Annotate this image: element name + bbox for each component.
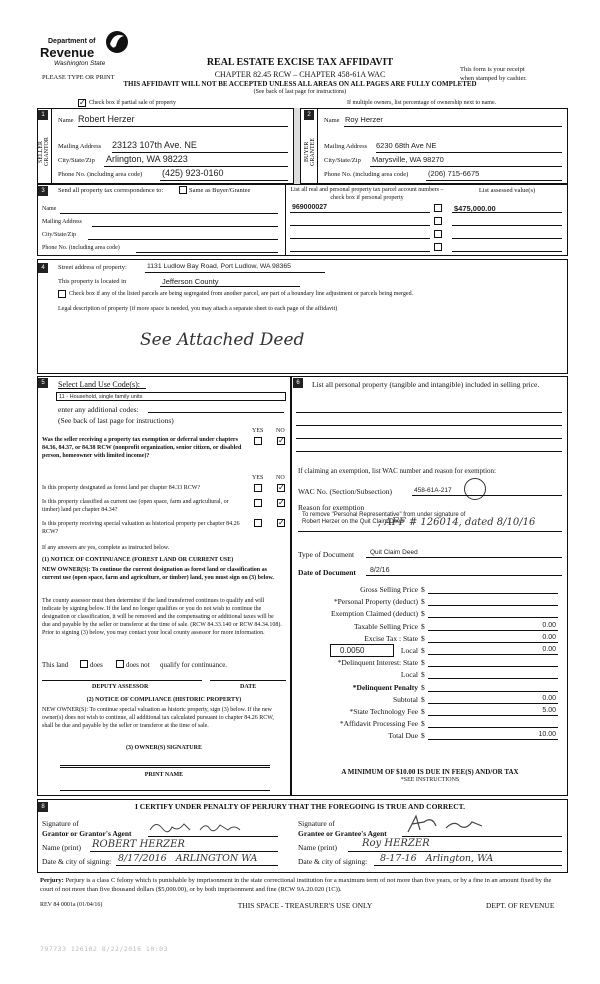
reason-handwritten[interactable]: ; AFF # 126014, dated 8/10/16	[378, 517, 536, 528]
assessed-value[interactable]: $475,000.00	[454, 204, 496, 213]
parcel-header: List all real and personal property tax parcel account numbers – check box if personal property	[290, 187, 444, 201]
calc-row-value[interactable]: 0.00	[542, 695, 556, 702]
section-5-badge: 5	[38, 378, 48, 388]
forest-no-checkbox[interactable]: ✓	[278, 483, 285, 492]
does-checkbox[interactable]	[80, 660, 88, 668]
form-title: REAL ESTATE EXCISE TAX AFFIDAVIT	[206, 57, 394, 68]
calc-row-line	[428, 642, 558, 643]
perjury-statement	[40, 877, 566, 894]
assessed-header: List assessed value(s)	[478, 187, 536, 194]
deputy-date-label: DATE	[240, 684, 257, 690]
receipt-line-2: when stamped by cashier.	[460, 75, 527, 82]
doc-date-value[interactable]: 8/2/16	[370, 567, 390, 574]
parcel-3-checkbox[interactable]	[434, 230, 442, 238]
buyer-city-label: City/State/Zip	[324, 157, 361, 164]
grantee-name[interactable]: Roy HERZER	[362, 838, 430, 849]
section-8-badge: 8	[38, 802, 48, 812]
section-5-see-back: (See back of last page for instructions)	[58, 416, 174, 425]
grantee-signature-scribble-icon	[402, 812, 522, 836]
calc-row-value[interactable]: 0.00	[542, 646, 556, 653]
dor-logo	[40, 28, 132, 70]
grantee-date-label: Date & city of signing:	[298, 857, 368, 866]
local-rate-value: 0.0050	[340, 646, 365, 655]
exemption-question: Was the seller receiving a property tax exemption or deferral under chapters 84.36, 84.37, or 84.38 RCW (nonprofit organization, senior citizen, or disabled person, homeowner with limited income)?	[42, 437, 242, 459]
grantor-date-label: Date & city of signing:	[42, 857, 112, 866]
buyer-name-label: Name	[324, 117, 340, 124]
grantor-date[interactable]: 8/17/2016 ARLINGTON WA	[118, 853, 258, 864]
land-use-label: Select Land Use Code(s):	[58, 380, 140, 389]
send-correspondence-label: Send all property tax correspondence to:	[58, 187, 164, 194]
qualify-label: qualify for continuance.	[160, 661, 228, 669]
notice-1-body: The county assessor must then determine if the land transferred continues to qualify and will indicate by signing below. If the land no longer qualifies or you do not wish to continue the designation or classification, it will be removed and the compensating or additional taxes will be due and payable by the seller or transferor at the time of sale. (RCW 84.33.140 or RCW 84.34.108). Prior to signing (3) below, you may contact your local county assessor for more information.	[42, 598, 282, 636]
perjury-text: Perjury is a class C felony which is punishable by imprisonment in the state correctional institution for a maximum term of not more than five years, or by a fine in an amount fixed by the court of not more than five thousand dollars ($5,000.00), or by both imprisonment and fine (RCW 9A.20.020 (1C)).	[40, 877, 552, 893]
street-address[interactable]: 1131 Ludlow Bay Road, Port Ludlow, WA 98365	[147, 263, 291, 270]
section-1-badge: 1	[38, 110, 48, 120]
seller-city-label: City/State/Zip	[58, 157, 95, 164]
receipt-line-1: This form is your receipt	[460, 66, 525, 73]
calc-row-line	[428, 678, 558, 679]
calc-row-dollar: $	[421, 585, 425, 594]
forest-question: Is this property designated as forest land per chapter 84.33 RCW?	[42, 485, 201, 491]
current-use-question: Is this property classified as current use (open space, farm and agricultural, or timber) land per chapter 84.34?	[42, 499, 229, 513]
does-label: does	[90, 661, 103, 669]
any-yes-note: If any answers are yes, complete as instructed below.	[42, 545, 170, 551]
no-header-2: NO	[276, 475, 285, 481]
does-not-label: does not	[126, 661, 150, 669]
calc-row-label: Gross Selling Price	[360, 585, 418, 594]
grantee-sig-label-1: Signature of	[298, 819, 335, 828]
section-2-badge: 2	[304, 110, 314, 120]
seller-mailing[interactable]: 23123 107th Ave. NE	[112, 140, 197, 150]
calc-row-label: *Personal Property (deduct)	[333, 597, 418, 606]
calc-row-line	[428, 727, 558, 728]
seller-name[interactable]: Robert Herzer	[78, 114, 135, 124]
calc-row-line	[428, 715, 558, 716]
calc-row-label: Total Due	[388, 731, 418, 740]
corr-mailing-label: Mailing Address	[42, 219, 82, 225]
calc-row-line	[428, 617, 558, 618]
exemption-yes-checkbox[interactable]	[254, 437, 262, 445]
corr-name-label: Name	[42, 206, 57, 212]
same-as-buyer-checkbox[interactable]	[179, 186, 187, 194]
calc-row-line	[428, 739, 558, 740]
yes-header-1: YES	[252, 428, 264, 434]
calc-row-label: *Affidavit Processing Fee	[339, 719, 418, 728]
buyer-city[interactable]: Marysville, WA 98270	[372, 155, 444, 164]
please-type: PLEASE TYPE OR PRINT	[42, 74, 115, 81]
doc-type-value[interactable]: Quit Claim Deed	[370, 549, 418, 556]
parcel-personal-checkbox[interactable]	[434, 204, 442, 212]
grantee-signature[interactable]	[402, 812, 522, 836]
grantor-sig-label-1: Signature of	[42, 819, 79, 828]
calc-row-dollar: $	[421, 719, 425, 728]
segregated-checkbox[interactable]	[58, 290, 66, 298]
dor-swirl-icon	[104, 28, 130, 56]
section-4-box	[37, 259, 568, 374]
calc-row-label: Excise Tax : State	[364, 634, 418, 643]
certify-statement: I CERTIFY UNDER PENALTY OF PERJURY THAT THE FOREGOING IS TRUE AND CORRECT.	[134, 802, 465, 811]
perjury-bold: Perjury:	[40, 877, 64, 884]
calc-row-dollar: $	[421, 622, 425, 631]
deputy-assessor-label: DEPUTY ASSESSOR	[92, 684, 149, 690]
personal-property-label: List all personal property (tangible and intangible) included in selling price.	[312, 380, 540, 389]
grantor-signature[interactable]	[148, 818, 268, 836]
county-value[interactable]: Jefferson County	[162, 277, 219, 286]
buyer-mailing-label: Mailing Address	[324, 143, 368, 150]
form-see-back: (See back of last page for instructions)	[253, 89, 347, 95]
seller-phone-label: Phone No. (including area code)	[58, 171, 143, 178]
parcel-number[interactable]: 969000027	[292, 204, 328, 211]
grantor-name-label: Name (print)	[42, 843, 81, 852]
seller-name-label: Name	[58, 117, 74, 124]
multiple-owners-note: If multiple owners, list percentage of ownership next to name.	[347, 100, 497, 106]
wac-label: WAC No. (Section/Subsection)	[298, 487, 392, 496]
doc-date-label: Date of Document	[298, 568, 356, 577]
grantor-name[interactable]: ROBERT HERZER	[92, 839, 185, 850]
parties-divider	[293, 108, 301, 184]
this-land-label: This land	[42, 661, 69, 669]
calc-row-dollar: $	[421, 670, 425, 679]
segregated-label: Check box if any of the listed parcels are being segregated from another parcel, are part of a boundary line adjustment or parcels being merged.	[69, 291, 414, 297]
calc-row-label: *Delinquent Penalty	[352, 683, 418, 692]
grantor-signature-scribble-icon	[148, 818, 268, 836]
calc-row-line	[428, 593, 558, 594]
partial-sale-checkbox[interactable]: ✓	[79, 98, 86, 107]
notice-2-title: (2) NOTICE OF COMPLIANCE (HISTORIC PROPERTY)	[86, 697, 242, 703]
buyer-name[interactable]: Roy Herzer	[345, 115, 383, 124]
buyer-mailing[interactable]: 6230 68th Ave NE	[376, 141, 437, 150]
buyer-phone-label: Phone No. (including area code)	[324, 171, 409, 178]
calc-row-value[interactable]: 5.00	[542, 707, 556, 714]
treasurer-use: THIS SPACE - TREASURER'S USE ONLY	[237, 901, 373, 910]
does-not-checkbox[interactable]	[116, 660, 124, 668]
see-instructions-note: *SEE INSTRUCTIONS	[400, 777, 460, 783]
doc-type-label: Type of Document	[298, 550, 355, 559]
calc-row-label: *Delinquent Interest: State	[337, 658, 418, 667]
yes-header-2: YES	[252, 475, 264, 481]
additional-codes-label: enter any additional codes:	[58, 405, 139, 414]
calc-row-dollar: $	[421, 658, 425, 667]
calc-row-label: Taxable Selling Price	[353, 622, 418, 631]
calc-row-dollar: $	[421, 646, 425, 655]
calc-row-value[interactable]: 10.00	[538, 731, 556, 738]
land-use-select[interactable]	[56, 392, 286, 401]
calc-row-dollar: $	[421, 634, 425, 643]
recording-stamp: 797733 126102 8/22/2016 10:03	[40, 945, 168, 953]
no-header-1: NO	[276, 428, 285, 434]
land-use-value: 11 - Household, single family units	[59, 394, 143, 400]
buyer-phone[interactable]: (206) 715-6675	[428, 169, 480, 178]
section-4-badge: 4	[38, 263, 48, 273]
section-3-badge: 3	[38, 186, 48, 196]
legal-description-value[interactable]: See Attached Deed	[140, 330, 305, 350]
calc-row-dollar: $	[421, 707, 425, 716]
calc-row-line	[428, 630, 558, 631]
form-warning: THIS AFFIDAVIT WILL NOT BE ACCEPTED UNLESS ALL AREAS ON ALL PAGES ARE FULLY COMPLETED	[123, 80, 477, 88]
notice-2-body: NEW OWNER(S): To continue special valuation as historic property, sign (3) below. If the new owner(s) does not wish to continue, all additional tax calculated pursuant to chapter 84.26 RCW, shall be due and payable by the seller or transferor at the time of sale.	[42, 707, 274, 729]
calc-row-line	[428, 654, 558, 655]
historical-question: Is this property receiving special valuation as historical property per chapter 84.26 RCW?	[42, 521, 240, 535]
calc-row-line	[428, 691, 558, 692]
owner-signature-label: (3) OWNER(S) SIGNATURE	[126, 745, 202, 751]
parcel-4-checkbox[interactable]	[434, 243, 442, 251]
buyer-grantee-label: BUYER GRANTEE	[304, 138, 316, 166]
notice-1-bold: NEW OWNER(S): To continue the current designation as forest land or classification as current use (open space, farm and agriculture, or timber) land, you must sign on (3) below.	[42, 567, 274, 581]
section-6-badge: 6	[293, 378, 303, 388]
calc-row-line	[428, 666, 558, 667]
calc-row-value[interactable]: 0.00	[542, 634, 556, 641]
seller-phone[interactable]: (425) 923-0160	[162, 168, 224, 178]
notice-1-title: (1) NOTICE OF CONTINUANCE (FOREST LAND OR CURRENT USE)	[42, 557, 234, 563]
historical-no-checkbox[interactable]: ✓	[278, 518, 285, 527]
calc-row-line	[428, 605, 558, 606]
print-name-label: PRINT NAME	[144, 772, 184, 778]
street-address-label: Street address of property:	[58, 264, 127, 271]
same-as-buyer-label: Same as Buyer/Grantee	[189, 187, 251, 194]
calc-row-dollar: $	[421, 731, 425, 740]
historical-yes-checkbox[interactable]	[254, 519, 262, 527]
grantee-name-label: Name (print)	[298, 843, 337, 852]
seller-grantor-label: SELLER GRANTOR	[38, 137, 50, 167]
calc-row-dollar: $	[421, 683, 425, 692]
current-use-no-checkbox[interactable]: ✓	[278, 498, 285, 507]
wac-circle	[464, 478, 486, 500]
logo-text-revenue: Revenue	[40, 45, 95, 60]
forest-yes-checkbox[interactable]	[254, 484, 262, 492]
calc-row-dollar: $	[421, 609, 425, 618]
calc-row-label: *State Technology Fee	[349, 707, 418, 716]
seller-city[interactable]: Arlington, WA 98223	[106, 154, 188, 164]
dept-revenue: DEPT. OF REVENUE	[486, 901, 555, 910]
exemption-no-checkbox[interactable]: ✓	[278, 436, 285, 445]
corr-phone-label: Phone No. (including area code)	[42, 245, 120, 251]
minimum-due-note: A MINIMUM OF $10.00 IS DUE IN FEE(S) AND/OR TAX	[341, 768, 519, 776]
calc-row-line	[428, 703, 558, 704]
legal-description-label: Legal description of property (if more space is needed, you may attach a separate sheet to each page of the affidavit)	[58, 306, 338, 312]
calc-row-dollar: $	[421, 695, 425, 704]
calc-row-value[interactable]: 0.00	[542, 622, 556, 629]
rev-number: REV 84 0001a (01/04/16)	[40, 902, 103, 908]
partial-sale-label: Check box if partial sale of property	[89, 100, 176, 106]
calc-row-label: Local	[400, 670, 418, 679]
reason-value[interactable]: To remove "Personal Representative" from under signature of Robert Herzer on the Quit Claim Deed	[302, 512, 466, 525]
current-use-yes-checkbox[interactable]	[254, 499, 262, 507]
exemption-intro: If claiming an exemption, list WAC number and reason for exemption:	[298, 467, 496, 475]
calc-row-label: Local	[400, 646, 418, 655]
reason-label: Reason for exemption	[298, 503, 365, 512]
grantor-sig-label-2: Grantor or Grantor's Agent	[42, 829, 132, 838]
seller-mailing-label: Mailing Address	[58, 143, 102, 150]
calc-row-label: Subtotal	[392, 695, 418, 704]
form-statute: CHAPTER 82.45 RCW – CHAPTER 458-61A WAC	[214, 70, 386, 79]
wac-value[interactable]: 458-61A-217	[414, 487, 452, 494]
logo-text-state: Washington State	[54, 60, 106, 67]
calc-row-dollar: $	[421, 597, 425, 606]
calc-row-label: Exemption Claimed (deduct)	[330, 609, 418, 618]
grantee-date[interactable]: 8-17-16 Arlington, WA	[380, 853, 494, 864]
logo-text-dept: Department of	[48, 38, 96, 45]
county-label: This property is located in	[58, 278, 127, 285]
corr-city-label: City/State/Zip	[42, 232, 76, 238]
parcel-2-checkbox[interactable]	[434, 217, 442, 225]
grantee-sig-label-2: Grantee or Grantee's Agent	[298, 829, 387, 838]
